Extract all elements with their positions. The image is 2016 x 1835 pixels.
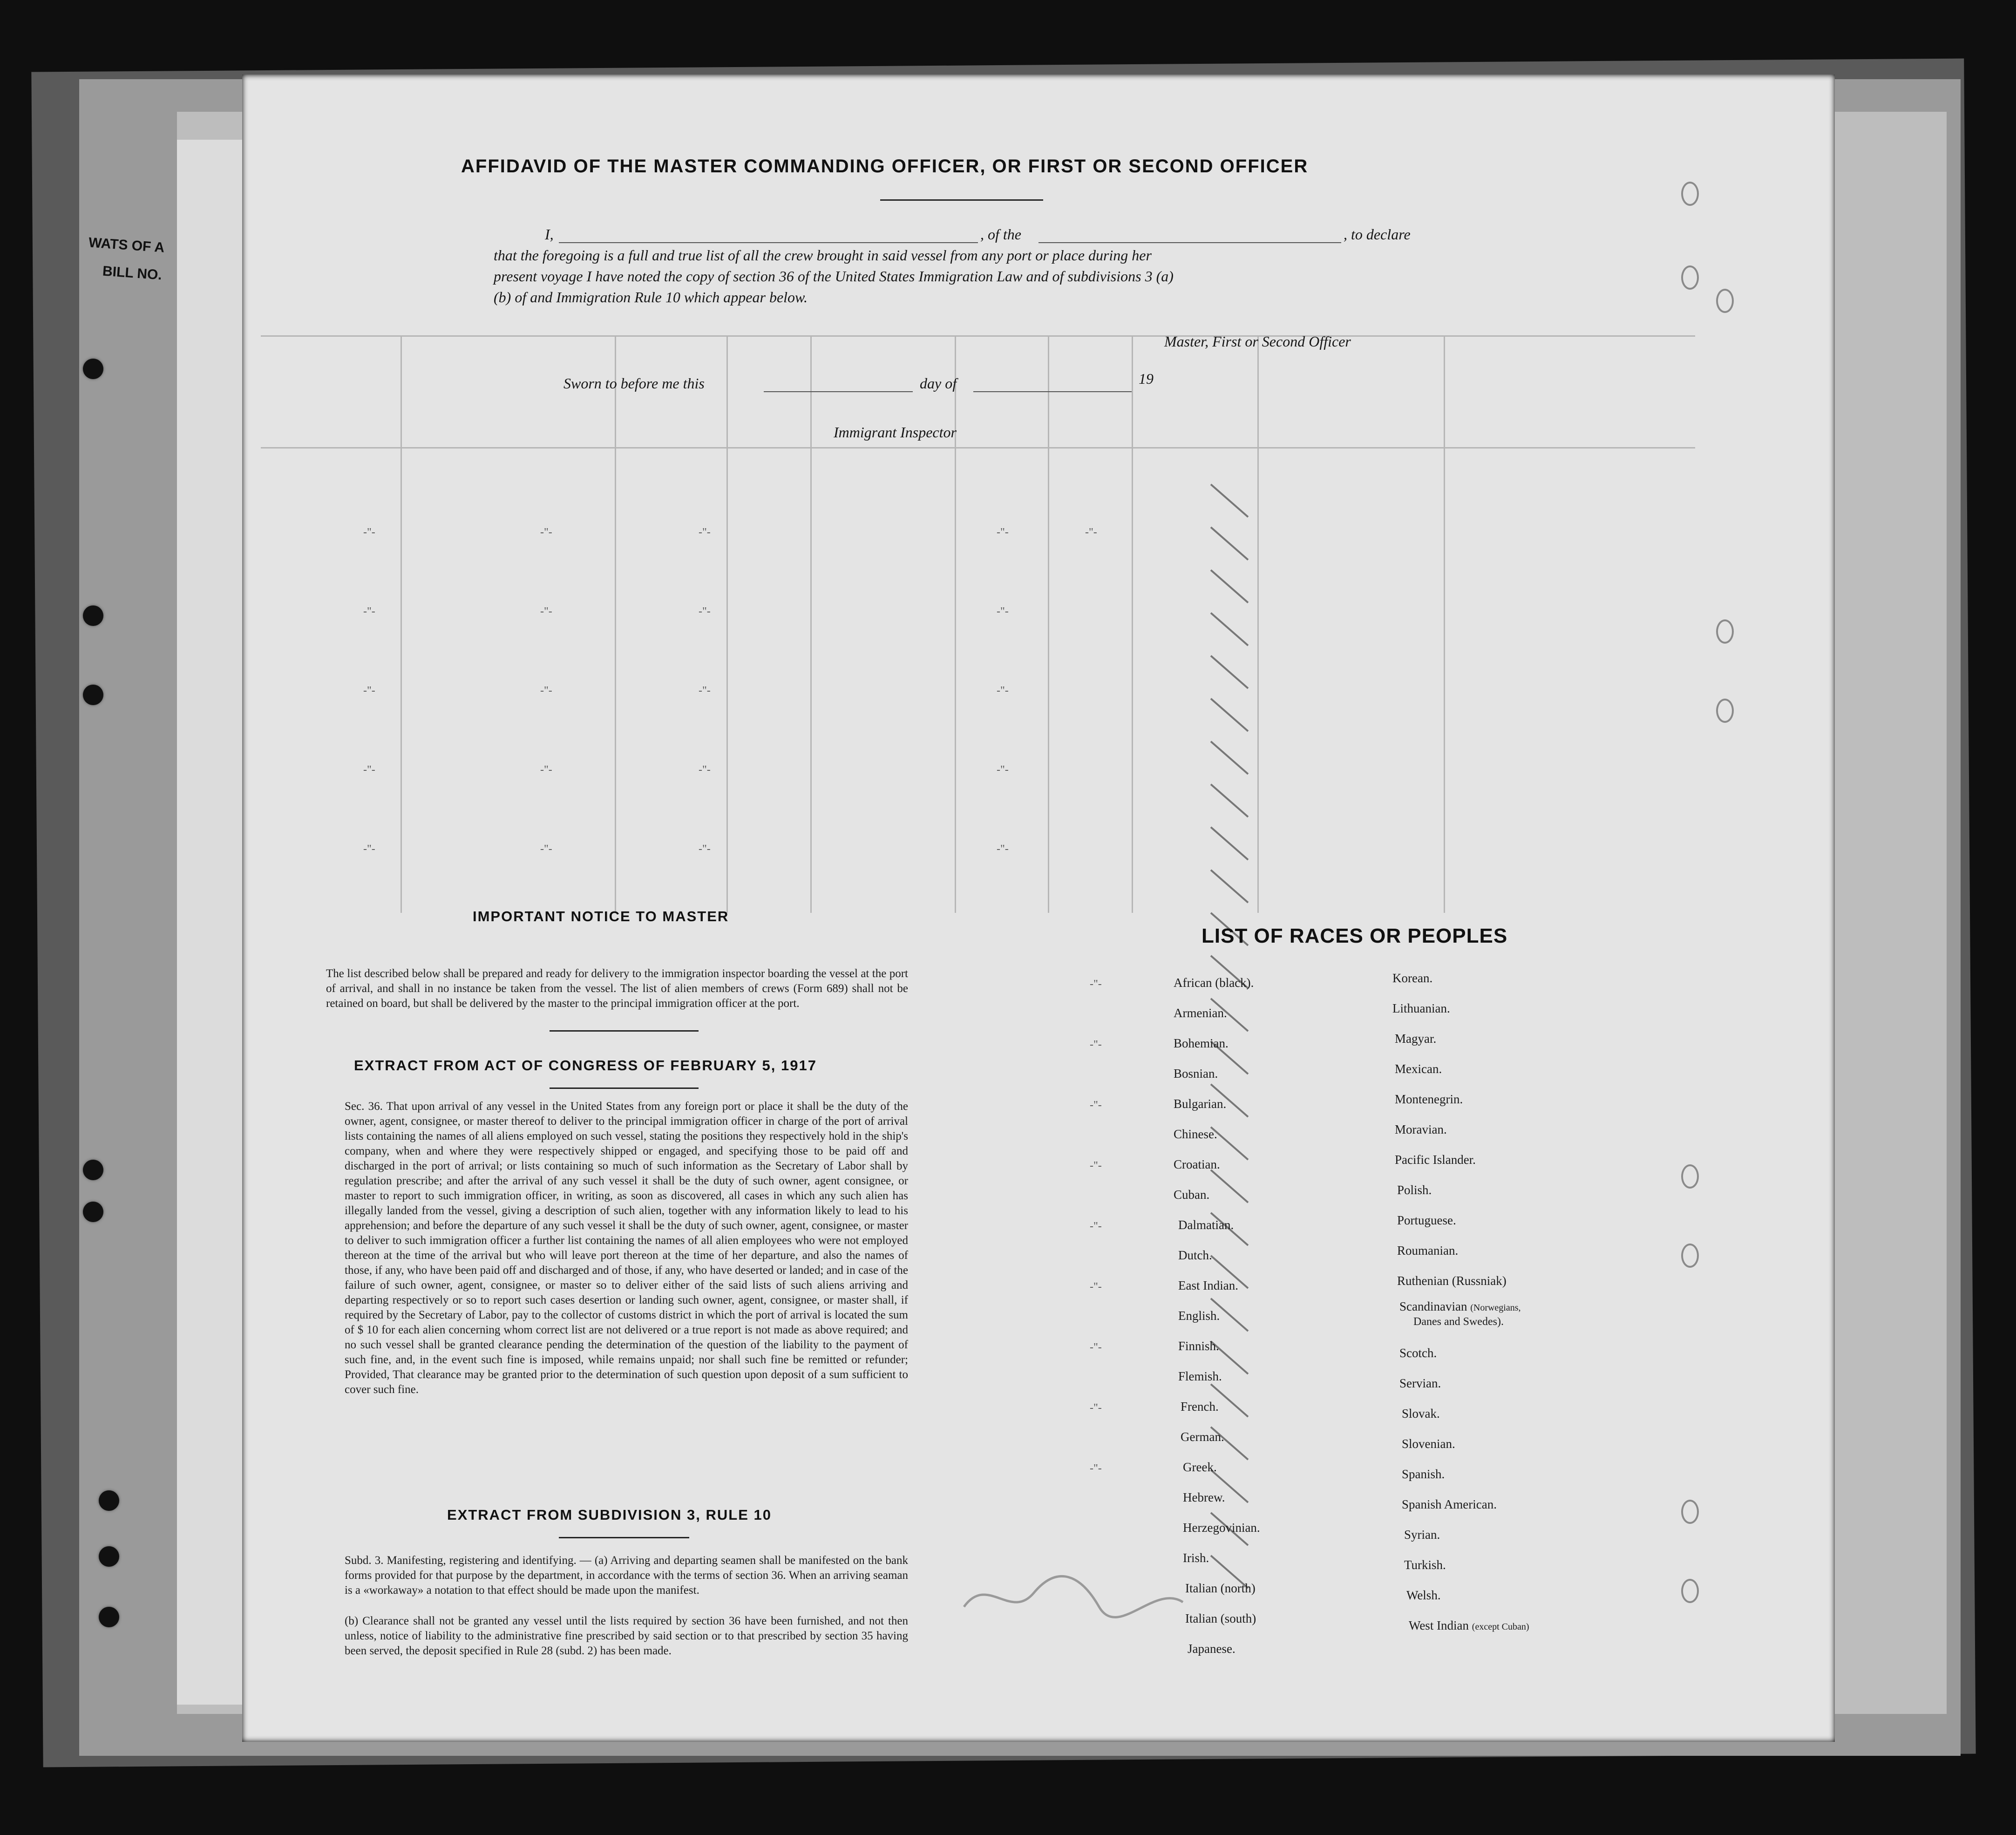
slash-mark [1211,870,1248,903]
extract-act-title: EXTRACT FROM ACT OF CONGRESS OF FEBRUARY 5, 1917 [354,1057,817,1074]
race-item: Irish. [1183,1551,1209,1565]
binder-ring [1716,619,1734,644]
extract-rule-text-a: Subd. 3. Manifesting, registering and identifying. — (a) Arriving and departing seamen shall be manifested on the bank forms provided for that purpose by the department, in accordance with the terms of section 36. When an arriving seaman is a «workaway» a notation to that effect should be made upon the manifest. [345,1554,908,1597]
race-item: Pacific Islander. [1395,1153,1476,1167]
ditto-mark: -"- [699,764,711,776]
race-scandinavian-note2: Danes and Swedes). [1413,1316,1504,1328]
race-item: Welsh. [1406,1588,1441,1602]
race-scandinavian-label: Scandinavian [1399,1299,1467,1313]
ditto-mark: -"- [363,605,375,618]
ditto-mark: -"- [1090,1462,1102,1475]
race-item: Hebrew. [1183,1490,1225,1504]
master-signature-label: Master, First or Second Officer [1164,333,1351,350]
binder-ring [1681,1164,1699,1189]
bleed-grid-horizontal [261,447,1695,449]
ditto-mark: -"- [1090,1281,1102,1293]
punch-hole [83,1160,103,1180]
binder-ring [1681,1579,1699,1603]
race-item: Cuban. [1174,1188,1210,1202]
ditto-mark: -"- [1090,978,1102,990]
ditto-mark: -"- [1090,1160,1102,1172]
slash-mark [1211,741,1248,774]
binder-ring [1681,265,1699,290]
ditto-mark: -"- [699,685,711,697]
affidavit-of-the: , of the [980,226,1021,243]
bleed-grid-vertical [1132,335,1133,913]
race-item: Syrian. [1404,1528,1440,1542]
ditto-mark: -"- [997,685,1009,697]
ditto-mark: -"- [363,526,375,538]
race-item: Bohemian. [1174,1036,1229,1050]
day-of-label: day of [920,375,957,392]
race-item: African (black). [1174,976,1254,990]
extract-rule-text-b: (b) Clearance shall not be granted any vessel until the lists required by section 36 have been furnished, and not then unless, notice of liability to the administrative fine prescribed by said section or to that prescribed by section 35 having been served, the deposit specified in Rule 28 (subd. 2) has been made. [345,1615,908,1657]
ditto-mark: -"- [1090,1039,1102,1051]
bleed-grid-vertical [1048,335,1049,913]
race-item: Spanish. [1402,1467,1445,1481]
extract-act-rule [550,1087,699,1089]
slash-mark [1211,699,1248,731]
ditto-mark: -"- [363,764,375,776]
notice-rule [550,1030,699,1032]
side-label-wats: WATS OF A [88,235,165,256]
ditto-mark: -"- [1090,1220,1102,1232]
faint-signature [959,1565,1192,1630]
bleed-grid-vertical [810,335,812,913]
vessel-blank [1039,242,1341,243]
binder-ring [1681,182,1699,206]
bleed-grid-horizontal [261,335,1695,337]
bleed-grid-vertical [615,335,616,913]
race-item: Armenian. [1174,1006,1227,1020]
name-blank [559,242,978,243]
race-item: Montenegrin. [1395,1092,1463,1106]
race-item: Bulgarian. [1174,1097,1227,1111]
ditto-mark: -"- [1090,1402,1102,1414]
affidavit-line4: (b) of and Immigration Rule 10 which appear below. [494,289,808,306]
punch-hole [83,605,103,626]
punch-hole [83,685,103,705]
punch-hole [99,1490,119,1511]
race-item: Magyar. [1395,1032,1437,1046]
notice-title: IMPORTANT NOTICE TO MASTER [473,908,729,924]
ditto-mark: -"- [540,605,552,618]
slash-mark [1211,613,1248,646]
race-item: East Indian. [1178,1278,1238,1292]
race-item: Croatian. [1174,1157,1220,1171]
slash-mark [1211,1170,1248,1203]
ditto-mark: -"- [997,526,1009,538]
binder-ring [1716,699,1734,723]
extract-rule-rule [559,1537,689,1538]
race-item: Turkish. [1404,1558,1446,1572]
race-item: Italian (north) [1185,1581,1256,1595]
month-blank [973,391,1132,392]
race-item: Herzegovinian. [1183,1521,1260,1535]
race-item: French. [1181,1400,1219,1414]
affidavit-line2: that the foregoing is a full and true list of all the crew brought in said vessel from any port or place during her [494,247,1152,264]
race-item: Mexican. [1395,1062,1442,1076]
sworn-day-blank [764,391,913,392]
affidavit-line3: present voyage I have noted the copy of section 36 of the United States Immigration Law and of subdivisions 3 (a) [494,268,1174,285]
race-item: Korean. [1392,971,1433,985]
race-item: Portuguese. [1397,1213,1456,1227]
race-item: Lithuanian. [1392,1001,1450,1015]
sworn-label: Sworn to before me this [563,375,705,392]
ditto-mark: -"- [540,764,552,776]
ditto-mark: -"- [540,843,552,855]
ditto-mark: -"- [699,526,711,538]
ditto-mark: -"- [1090,1099,1102,1111]
year-prefix: 19 [1139,370,1154,387]
race-west-indian-label: West Indian [1409,1618,1469,1632]
race-item: Moravian. [1395,1122,1447,1136]
race-item: Italian (south) [1185,1611,1256,1625]
race-item-west-indian [1409,1618,1529,1633]
binder-ring [1681,1244,1699,1268]
race-item: Finnish. [1178,1339,1219,1353]
ditto-mark: -"- [363,843,375,855]
race-item: Japanese. [1188,1642,1235,1656]
ditto-mark: -"- [363,685,375,697]
punch-hole [83,1202,103,1222]
race-item-scandinavian [1399,1299,1521,1314]
race-item: Flemish. [1178,1369,1222,1383]
extract-rule-title: EXTRACT FROM SUBDIVISION 3, RULE 10 [447,1507,772,1523]
ditto-mark: -"- [1090,1341,1102,1353]
race-item: Slovak. [1402,1407,1440,1420]
affidavit-title: AFFIDAVID OF THE MASTER COMMANDING OFFICER, OR FIRST OR SECOND OFFICER [461,156,1309,177]
race-item: Slovenian. [1402,1437,1455,1451]
ditto-mark: -"- [997,605,1009,618]
binder-ring [1681,1500,1699,1524]
affidavit-title-rule [880,199,1043,201]
race-item: Servian. [1399,1376,1441,1390]
affidavit-i: I, [545,226,554,243]
race-item: Bosnian. [1174,1067,1218,1081]
bleed-grid-vertical [1444,335,1445,913]
races-title: LIST OF RACES OR PEOPLES [1201,924,1508,947]
race-item: Scotch. [1399,1346,1437,1360]
slash-mark [1211,656,1248,688]
punch-hole [83,359,103,379]
race-item: English. [1178,1309,1220,1323]
extract-act-text: Sec. 36. That upon arrival of any vessel in the United States from any foreign port or place it shall be the duty of the owner, agent, consignee, or master thereof to deliver to the principal immigration officer in charge of the port of arrival lists containing the names of all aliens employed on such vessel, stating the positions they respectively hold in the ship's company, when and where they were respectively shipped or engaged, and specifying those to be paid off and discharged in the port of arrival; or lists containing so much of such information as the Secretary of Labor shall by regulation prescribe; and after the arrival of any such vessel it shall be the duty of such owner, agent consignee, or master to report to such immigration officer, in writing, as soon as discovered, all cases in which any such alien has illegally landed from the vessel, giving a description of such alien, together with any information likely to lead to his apprehension; and before the departure of any such vessel it shall be the duty of such owner, agent, consignee, or master to deliver to such immigration officer a further list containing the names of all alien employees who were not employed thereon at the time of the arrival but who will leave port thereon at the time of her departure, and also the names of those, if any, who have been paid off and discharged and of those, if any, who have deserted or landed; and in case of the failure of such owner, agent, consignee, or master so to deliver either of the said lists of such aliens arriving and departing respectively or so to report such cases desertion or landing such owner, agent, consignee, or master shall, if required by the Secretary of Labor, pay to the collector of customs district in which the port of arrival is located the sum of $ 10 for each alien concerning whom correct list are not delivered or a true report is not made as above required; and no such vessel shall be granted clearance pending the determination of the question of the liability to the payment of such fine, and, in the event such fine is imposed, while remains unpaid; nor shall such fine be remitted or refunder; Provided, That clearance may be granted prior to the determination of such question upon deposit of a sum sufficient to cover such fine. [345,1100,908,1396]
race-item: Chinese. [1174,1127,1217,1141]
inspector-label: Immigrant Inspector [834,424,957,441]
punch-hole [99,1546,119,1567]
notice-text: The list described below shall be prepared and ready for delivery to the immigration inspector boarding the vessel at the port of arrival, and shall in no instance be taken from the vessel. The list of alien members of crews (Form 689) shall not be retained on board, but shall be delivered by the master to the principal immigration officer at the port. [326,967,908,1010]
side-label-bill: BILL NO. [102,263,163,283]
ditto-mark: -"- [997,764,1009,776]
slash-mark [1211,784,1248,817]
bleed-grid-vertical [726,335,728,913]
affidavit-to-declare: , to declare [1344,226,1411,243]
race-item: Greek. [1183,1460,1217,1474]
punch-hole [99,1607,119,1627]
binder-ring [1716,289,1734,313]
slash-mark [1211,484,1248,517]
slash-mark [1211,827,1248,860]
slash-mark [1211,527,1248,560]
race-west-indian-note: (except Cuban) [1472,1622,1529,1632]
ditto-mark: -"- [699,605,711,618]
race-item: Dalmatian. [1178,1218,1234,1232]
race-scandinavian-note1: (Norwegians, [1470,1303,1521,1313]
ditto-mark: -"- [997,843,1009,855]
race-item: Dutch. [1178,1248,1212,1262]
race-item: Ruthenian (Russniak) [1397,1274,1507,1288]
ditto-mark: -"- [540,526,552,538]
race-item: Spanish American. [1402,1497,1497,1511]
ditto-mark: -"- [1085,526,1097,538]
ditto-mark: -"- [540,685,552,697]
slash-mark [1211,570,1248,603]
ditto-mark: -"- [699,843,711,855]
race-item: German. [1181,1430,1224,1444]
race-item: Polish. [1397,1183,1432,1197]
race-item: Roumanian. [1397,1244,1459,1257]
bleed-grid-vertical [955,335,956,913]
bleed-grid-vertical [400,335,402,913]
